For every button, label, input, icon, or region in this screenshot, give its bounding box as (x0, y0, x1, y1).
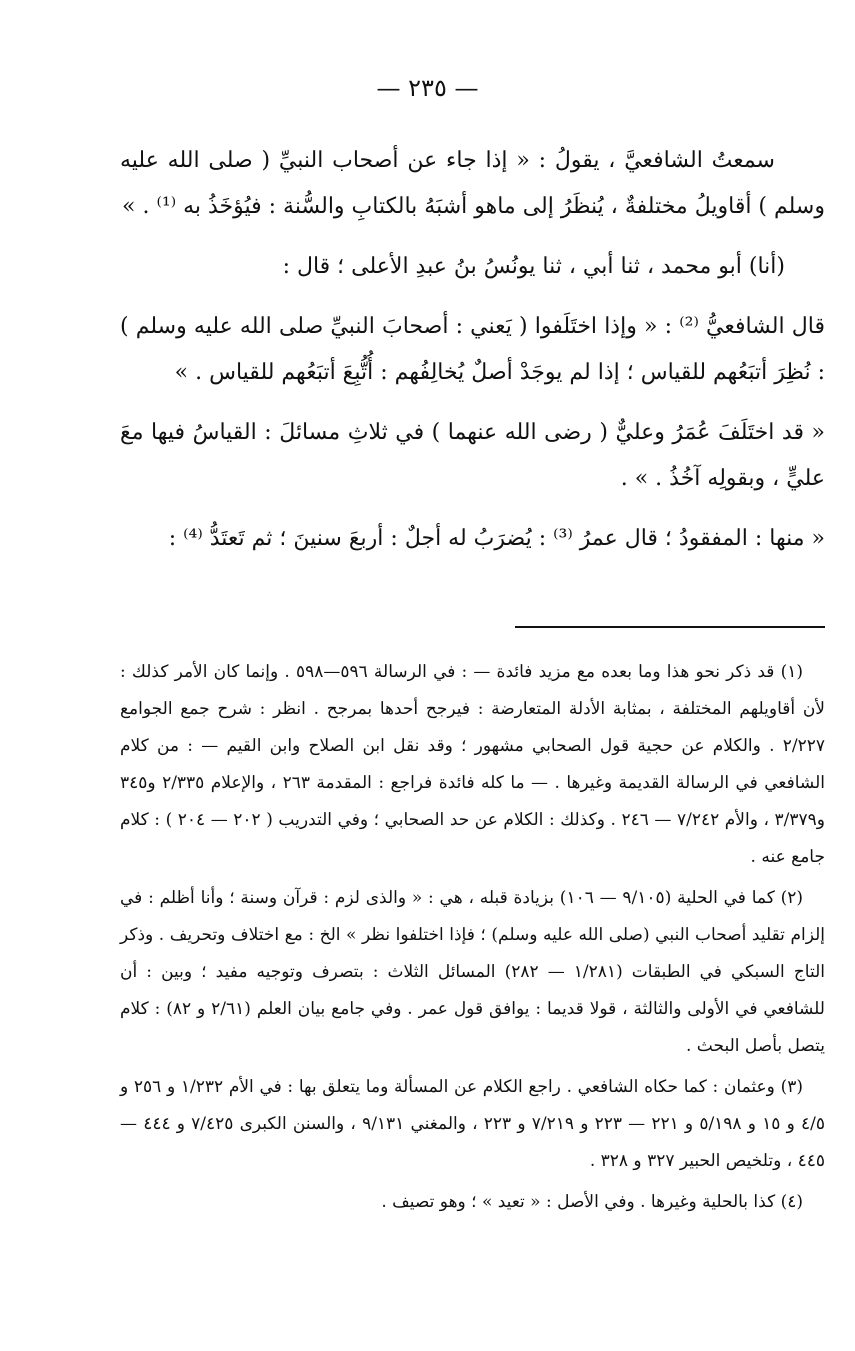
footnote-1: (١) قد ذكر نحو هذا وما بعده مع مزيد فائدة — : في الرسالة ٥٩٦—٥٩٨ . وإنما كان الأمر كذلك : لأن أقاويلهم المختلفة ، بمثابة الأدلة المتعارضة : فيرجح أحدها بمرجح . انظر : شرح جمع الجوامع ٢/٢٢٧ . والكلام عن حجية قول الصحابي مشهور ؛ وقد نقل ابن الصلاح وابن القيم — : من كلام الشافعي في الرسالة القديمة وغيرها . — ما كله فائدة فراجع : المقدمة ٢٦٣ ، والإعلام ٢/٣٣٥ و٣٤٥ و٣/٣٧٩ ، والأم ٧/٢٤٢ — ٢٤٦ . وكذلك : الكلام عن حد الصحابي ؛ وفي التدريب ( ٢٠٢ — ٢٠٤ ) : كلام جامع عنه . (120, 662, 826, 867)
paragraph-isnad: (أنا) أبو محمد ، ثنا أبي ، ثنا يونُسُ بنُ عبدِ الأعلى ؛ قال : (282, 254, 785, 279)
paragraph-umar-ali: « قد اختَلَفَ عُمَرُ وعليٌّ ( رضى الله عنهما ) في ثلاثِ مسائلَ : القياسُ فيها معَ عليٍّ ، وبقولِه آخُذُ . » . (120, 420, 825, 491)
footnote-4: (٤) كذا بالحلية وغيرها . وفي الأصل : « تعيد » ؛ وهو تصيف . (381, 1192, 803, 1212)
paragraph-qiyas: قال الشافعيُّ ⁽²⁾ : « وإذا اختَلَفوا ( يَعني : أصحابَ النبيِّ صلى الله عليه وسلم ) : نُظِرَ أتبَعُهم للقياس ؛ إذا لم يوجَدْ أصلٌ يُخالِفُهم : أُتُّبِعَ أتبَعُهم للقياس . » (120, 314, 825, 385)
paragraph-mafqud: « منها : المفقودُ ؛ قال عمرُ ⁽³⁾ : يُضرَبُ له أجلٌ : أربعَ سنينَ ؛ ثم تَعتَدُّ ⁽⁴⁾ : (168, 526, 825, 551)
main-text (120, 138, 825, 576)
footnote-3: (٣) وعثمان : كما حكاه الشافعي . راجع الكلام عن المسألة وما يتعلق بها : في الأم ١/٢٣٢ و ٢٥٦ و ٤/٥ و ١٥ و ٥/١٩٨ و ٢٢١ — ٢٢٣ و ٧/٢١٩ و ٢٢٣ ، والمغني ٩/١٣١ ، والسنن الكبرى ٧/٤٢٥ و ٤٤٤ — ٤٤٥ ، وتلخيص الحبير ٣٢٧ و ٣٢٨ . (120, 1077, 825, 1171)
footnote-divider (515, 626, 825, 628)
footnotes (120, 654, 825, 1225)
page-number: — ٢٣٥ — (376, 74, 479, 102)
paragraph-shafii-quote: سمعتُ الشافعيَّ ، يقولُ : « إذا جاء عن أصحاب النبيِّ ( صلى الله عليه وسلم ) أقاويلُ مختلفةٌ ، يُنظَرُ إلى ماهو أشبَهُ بالكتابِ والسُّنة : فيُؤخَذُ به ⁽¹⁾ . » (120, 148, 825, 219)
footnote-2: (٢) كما في الحلية (٩/١٠٥ — ١٠٦) بزيادة قبله ، هي : « والذى لزم : قرآن وسنة ؛ وأنا أظلم : في إلزام تقليد أصحاب النبي (صلى الله عليه وسلم) ؛ فإذا اختلفوا نظر » الخ : مع اختلاف وتحريف . وذكر التاج السبكي في الطبقات (١/٢٨١ — ٢٨٢) المسائل الثلاث : بتصرف وتوجيه مفيد ؛ وبين : أن للشافعي في الأولى والثالثة ، قولا قديما : يوافق قول عمر . وفي جامع بيان العلم (٢/٦١ و ٨٢) : كلام يتصل بأصل البحث . (120, 888, 826, 1056)
